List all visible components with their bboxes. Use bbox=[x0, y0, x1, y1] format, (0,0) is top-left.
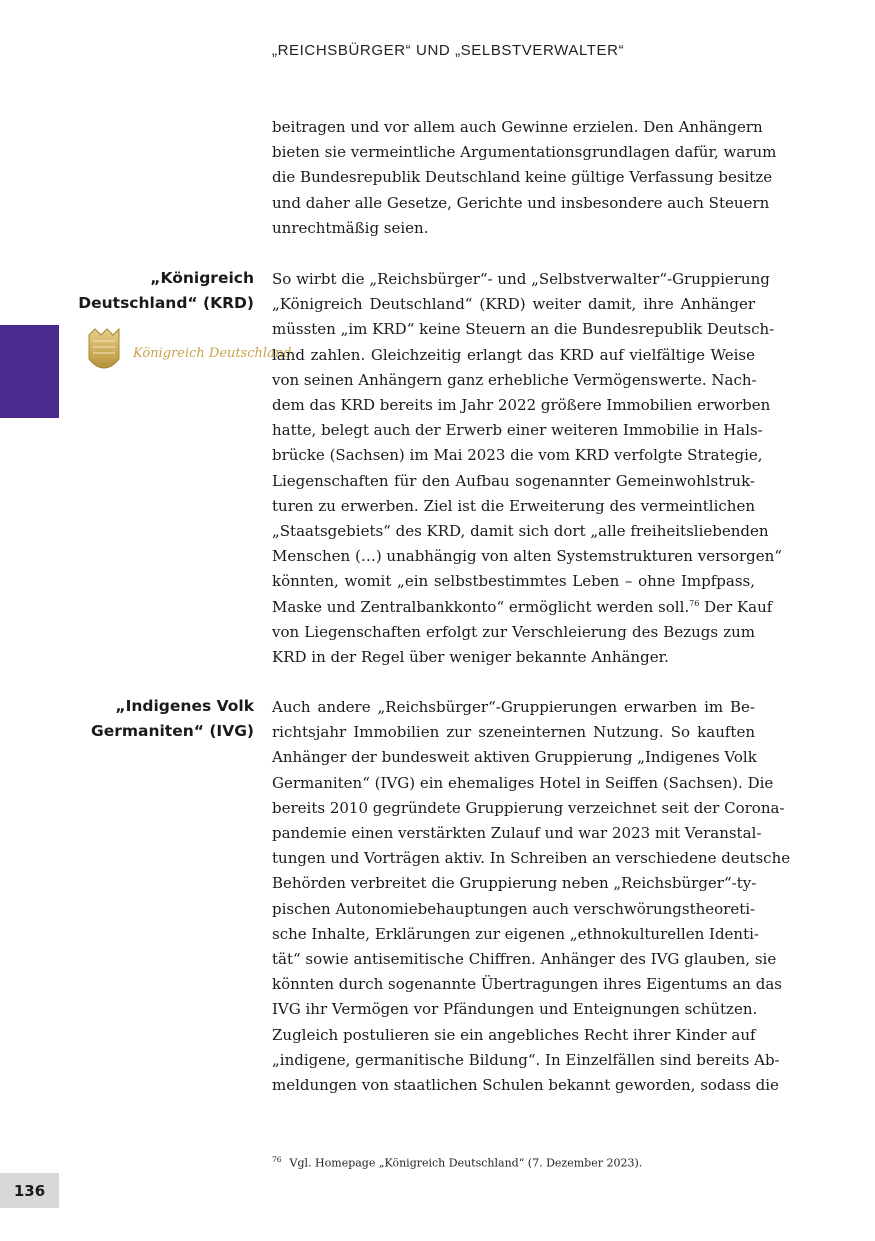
running-head: „REICHSBÜRGER“ UND „SELBSTVERWALTER“ bbox=[272, 42, 625, 59]
text-line: von seinen Anhängern ganz erhebliche Vermögenswerte. Nach- bbox=[272, 370, 757, 389]
footnote-reference: 76 bbox=[689, 598, 700, 608]
text-line: tät“ sowie antisemitische Chiffren. Anhänger des IVG glauben, sie bbox=[272, 950, 777, 969]
heading-line: Deutschland“ (KRD) bbox=[78, 294, 254, 312]
heading-line: „Königreich bbox=[150, 269, 254, 287]
heading-line: Germaniten“ (IVG) bbox=[90, 722, 254, 740]
text-line: Behörden verbreitet die Gruppierung neben „Reichsbürger“-ty- bbox=[272, 874, 757, 893]
text-line: tungen und Vorträgen aktiv. In Schreiben an verschiedene deutsche bbox=[272, 849, 791, 868]
text-line bbox=[272, 595, 773, 620]
text-line: meldungen von staatlichen Schulen bekannt geworden, sodass die bbox=[272, 1076, 779, 1095]
text-line: unrechtmäßig seien. bbox=[272, 218, 429, 237]
text-line: richtsjahr Immobilien zur szeneinternen Nutzung. So kauften bbox=[272, 723, 755, 742]
text-line: „Staatsgebiets“ des KRD, damit sich dort „alle freiheitsliebenden bbox=[272, 522, 769, 541]
text-line: bereits 2010 gegründete Gruppierung verzeichnet seit der Corona- bbox=[272, 798, 785, 817]
text-line: Zugleich postulieren sie ein angebliches Recht ihrer Kinder auf bbox=[272, 1025, 756, 1044]
text-line: turen zu erwerben. Ziel ist die Erweiterung des vermeintlichen bbox=[272, 496, 755, 515]
text-line: bieten sie vermeintliche Argumentationsgrundlagen dafür, warum bbox=[272, 143, 777, 162]
text-line: und daher alle Gesetze, Gerichte und insbesondere auch Steuern bbox=[272, 193, 770, 212]
text-line: dem das KRD bereits im Jahr 2022 größere Immobilien erworben bbox=[272, 396, 771, 415]
text-line: sche Inhalte, Erklärungen zur eigenen „ethnokulturellen Identi- bbox=[272, 924, 759, 943]
ivg-margin-heading bbox=[54, 694, 254, 744]
footnote-number: 76 bbox=[272, 1155, 282, 1164]
text-line: brücke (Sachsen) im Mai 2023 die vom KRD verfolgte Strategie, bbox=[272, 446, 763, 465]
text-line: Germaniten“ (IVG) ein ehemaliges Hotel in Seiffen (Sachsen). Die bbox=[272, 773, 774, 792]
chapter-color-tab bbox=[0, 325, 59, 418]
krd-paragraph bbox=[272, 267, 782, 670]
krd-margin-heading bbox=[54, 266, 254, 316]
text-line: Liegenschaften für den Aufbau sogenannter Gemeinwohlstruk- bbox=[272, 471, 755, 490]
text-line: IVG ihr Vermögen vor Pfändungen und Enteignungen schützen. bbox=[272, 1000, 758, 1019]
footnote bbox=[272, 1155, 642, 1170]
logo-wordmark: Königreich Deutschland bbox=[133, 346, 292, 361]
intro-paragraph bbox=[272, 115, 777, 241]
text-line: von Liegenschaften erfolgt zur Verschleierung des Bezugs zum bbox=[272, 622, 755, 641]
text-line: hatte, belegt auch der Erwerb einer weiteren Immobilie in Hals- bbox=[272, 421, 763, 440]
krd-logo-image bbox=[83, 327, 292, 379]
text-line: die Bundesrepublik Deutschland keine gültige Verfassung besitze bbox=[272, 168, 773, 187]
text-line: „indigene, germanitische Bildung“. In Einzelfällen sind bereits Ab- bbox=[272, 1050, 780, 1069]
text-line: Anhänger der bundesweit aktiven Gruppierung „Indigenes Volk bbox=[272, 748, 757, 767]
text-line: land zahlen. Gleichzeitig erlangt das KRD auf vielfältige Weise bbox=[272, 345, 755, 364]
text-line: beitragen und vor allem auch Gewinne erzielen. Den Anhängern bbox=[272, 118, 763, 136]
heading-line: „Indigenes Volk bbox=[115, 697, 254, 715]
text-line: So wirbt die „Reichsbürger“- und „Selbstverwalter“-Gruppierung bbox=[272, 270, 770, 288]
text-line: müssten „im KRD“ keine Steuern an die Bundesrepublik Deutsch- bbox=[272, 320, 775, 339]
ivg-paragraph bbox=[272, 695, 791, 1098]
text-segment: Der Kauf bbox=[699, 597, 773, 616]
page-number: 136 bbox=[0, 1173, 59, 1208]
text-line: könnten durch sogenannte Übertragungen ihres Eigentums an das bbox=[272, 975, 782, 994]
text-line: pischen Autonomiebehauptungen auch verschwörungstheoreti- bbox=[272, 899, 756, 918]
text-segment: Maske und Zentralbankkonto“ ermöglicht werden soll. bbox=[272, 597, 690, 616]
text-line: Auch andere „Reichsbürger“-Gruppierungen erwarben im Be- bbox=[272, 698, 755, 716]
text-line: pandemie einen verstärkten Zulauf und war 2023 mit Veranstal- bbox=[272, 824, 762, 843]
text-line: Menschen (…) unabhängig von alten Systemstrukturen versorgen“ bbox=[272, 547, 782, 566]
text-line: könnten, womit „ein selbstbestimmtes Leben – ohne Impfpass, bbox=[272, 572, 755, 591]
text-line: KRD in der Regel über weniger bekannte Anhänger. bbox=[272, 648, 669, 667]
text-line: „Königreich Deutschland“ (KRD) weiter damit, ihre Anhänger bbox=[272, 295, 755, 314]
footnote-text: Vgl. Homepage „Königreich Deutschland“ (7. Dezember 2023). bbox=[289, 1156, 643, 1170]
